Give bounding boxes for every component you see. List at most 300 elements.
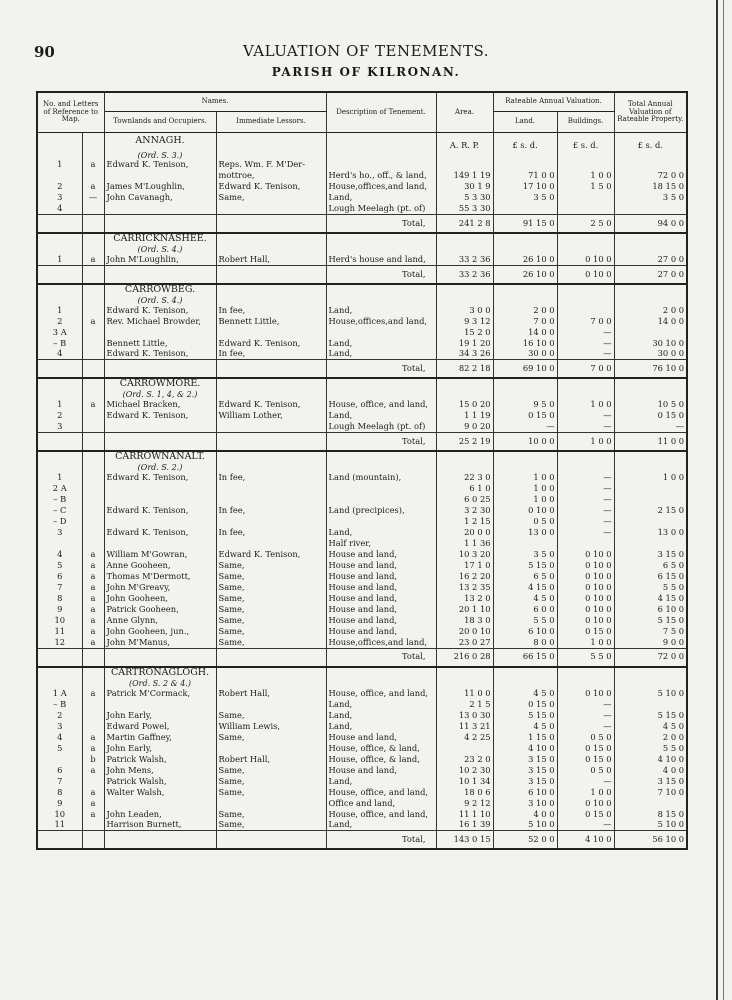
buildings-value: 1 0 0: [557, 637, 614, 648]
buildings-cell: [557, 378, 614, 390]
occupier: [104, 699, 216, 710]
lessor: Same,: [216, 776, 326, 787]
total-value: 18 15 0: [614, 182, 687, 193]
area: 11 0 0: [436, 688, 493, 699]
occupier: Anne Glynn,: [104, 615, 216, 626]
land-cell: [493, 378, 557, 390]
land-value: 6 10 0: [493, 626, 557, 637]
lessor: Same,: [216, 809, 326, 820]
total-buildings: 7 0 0: [557, 360, 614, 379]
total-cell: [614, 233, 687, 245]
map-ref: 3: [37, 721, 82, 732]
lessor-cell: [216, 451, 326, 463]
desc-cell: [326, 151, 436, 160]
total-buildings: 0 10 0: [557, 265, 614, 284]
area: 55 3 30: [436, 204, 493, 215]
lessor: Robert Hall,: [216, 688, 326, 699]
ordnance-sheet: (Ord. S. 4.): [104, 245, 216, 254]
occupier: [104, 327, 216, 338]
occupier: Edward K. Tenison,: [104, 411, 216, 422]
land-value: 16 10 0: [493, 338, 557, 349]
lessor: [216, 494, 326, 505]
land-value: [493, 538, 557, 549]
buildings-value: —: [557, 411, 614, 422]
letter-cell: [82, 296, 104, 305]
total-value: 30 10 0: [614, 338, 687, 349]
letter-cell: [82, 433, 104, 452]
occupier: [104, 204, 216, 215]
map-ref: 10: [37, 809, 82, 820]
total-value: 0 15 0: [614, 411, 687, 422]
col-header-ref: No. and Letters of Reference to Map.: [37, 92, 104, 133]
buildings-value: 1 0 0: [557, 400, 614, 411]
occupier: Walter Walsh,: [104, 787, 216, 798]
lessor: Same,: [216, 732, 326, 743]
section-total-row: [37, 433, 687, 452]
map-letter: a: [82, 688, 104, 699]
total-cell: [614, 667, 687, 679]
lessor: mottroe,: [216, 171, 326, 182]
table-row: [37, 626, 687, 637]
desc-cell: [326, 284, 436, 296]
description: Land,: [326, 776, 436, 787]
description: Lough Meelagh (pt. of): [326, 422, 436, 433]
map-letter: a: [82, 626, 104, 637]
table-row: [37, 538, 687, 549]
ref-cell: [37, 296, 82, 305]
buildings-cell: [557, 296, 614, 305]
buildings-cell: [557, 233, 614, 245]
description: Land (mountain),: [326, 472, 436, 483]
map-ref: 1: [37, 472, 82, 483]
total-valuation: 76 10 0: [614, 360, 687, 379]
townland-name: CARROWMORE.: [104, 378, 216, 390]
area: 5 3 30: [436, 193, 493, 204]
land-value: 3 15 0: [493, 754, 557, 765]
buildings-value: 1 5 0: [557, 182, 614, 193]
total-label: Total,: [326, 265, 436, 284]
total-value: 13 0 0: [614, 527, 687, 538]
area: 6 0 25: [436, 494, 493, 505]
section-heading-row: [37, 133, 687, 151]
total-value: 1 0 0: [614, 472, 687, 483]
buildings-cell: [557, 245, 614, 254]
area: 18 0 6: [436, 787, 493, 798]
occupier: Edward K. Tenison,: [104, 472, 216, 483]
land-value: 0 15 0: [493, 411, 557, 422]
map-letter: a: [82, 182, 104, 193]
area: 11 1 10: [436, 809, 493, 820]
map-letter: [82, 538, 104, 549]
table-row: [37, 483, 687, 494]
letter-cell: [82, 378, 104, 390]
map-ref: 2: [37, 710, 82, 721]
lessor: Same,: [216, 626, 326, 637]
land-value: 4 0 0: [493, 809, 557, 820]
map-ref: 1: [37, 160, 82, 171]
land-value: 5 10 0: [493, 820, 557, 831]
description: Lough Meelagh (pt. of): [326, 204, 436, 215]
lessor-cell: [216, 463, 326, 472]
area: 18 3 0: [436, 615, 493, 626]
land-value: 4 15 0: [493, 582, 557, 593]
map-ref: 4: [37, 549, 82, 560]
occupier: Harrison Burnett,: [104, 820, 216, 831]
buildings-value: 0 15 0: [557, 809, 614, 820]
letter-cell: [82, 648, 104, 667]
table-row: [37, 787, 687, 798]
land-value: 17 10 0: [493, 182, 557, 193]
total-land: 52 0 0: [493, 831, 557, 850]
description: Land,: [326, 721, 436, 732]
description: House, office, and land,: [326, 400, 436, 411]
area: 10 1 34: [436, 776, 493, 787]
table-row: [37, 338, 687, 349]
land-value: 6 5 0: [493, 571, 557, 582]
lessor: [216, 483, 326, 494]
description: Land,: [326, 527, 436, 538]
col-header-land: Land.: [493, 112, 557, 133]
col-header-names: Names.: [104, 92, 326, 112]
description: Land,: [326, 349, 436, 360]
map-letter: a: [82, 400, 104, 411]
lessor-cell: [216, 648, 326, 667]
ledger-body: [37, 133, 687, 850]
land-cell: [493, 390, 557, 399]
total-cell: [614, 390, 687, 399]
buildings-cell: [557, 667, 614, 679]
total-value: 5 10 0: [614, 820, 687, 831]
map-ref: 11: [37, 626, 82, 637]
land-value: 2 0 0: [493, 305, 557, 316]
map-ref: 8: [37, 787, 82, 798]
table-row: [37, 516, 687, 527]
desc-cell: [326, 245, 436, 254]
land-cell: [493, 451, 557, 463]
ref-cell: [37, 648, 82, 667]
description: House, office, & land,: [326, 754, 436, 765]
description: Office and land,: [326, 798, 436, 809]
table-row: [37, 160, 687, 171]
buildings-value: 7 0 0: [557, 316, 614, 327]
map-ref: 10: [37, 615, 82, 626]
table-row: [37, 593, 687, 604]
map-ref: 2: [37, 316, 82, 327]
occupier: [104, 538, 216, 549]
townland-name: CARROWNANALT.: [104, 451, 216, 463]
total-value: 3 15 0: [614, 776, 687, 787]
occupier: Rev. Michael Browder,: [104, 316, 216, 327]
land-value: 9 5 0: [493, 400, 557, 411]
map-letter: [82, 411, 104, 422]
total-buildings: 4 10 0: [557, 831, 614, 850]
land-value: 4 5 0: [493, 721, 557, 732]
description: House and land,: [326, 560, 436, 571]
desc-cell: [326, 667, 436, 679]
desc-cell: [326, 679, 436, 688]
total-cell: [614, 296, 687, 305]
occupier: [104, 494, 216, 505]
buildings-value: 0 10 0: [557, 582, 614, 593]
table-row: [37, 422, 687, 433]
table-row: [37, 732, 687, 743]
lessor: [216, 327, 326, 338]
map-ref: 1: [37, 305, 82, 316]
buildings-value: 0 5 0: [557, 732, 614, 743]
total-area: 82 2 18: [436, 360, 493, 379]
land-cell: [493, 233, 557, 245]
description: Half river,: [326, 538, 436, 549]
table-row: [37, 699, 687, 710]
map-letter: [82, 422, 104, 433]
table-row: [37, 743, 687, 754]
area-cell: [436, 667, 493, 679]
description: House and land,: [326, 549, 436, 560]
buildings-value: —: [557, 721, 614, 732]
total-value: 2 0 0: [614, 305, 687, 316]
area: 30 1 9: [436, 182, 493, 193]
buildings-value: 0 5 0: [557, 765, 614, 776]
area: 22 3 0: [436, 472, 493, 483]
land-value: 6 0 0: [493, 604, 557, 615]
table-row: [37, 582, 687, 593]
buildings-value: 0 10 0: [557, 254, 614, 265]
buildings-cell: [557, 390, 614, 399]
lessor: Same,: [216, 582, 326, 593]
section-heading-row: [37, 378, 687, 390]
description: Land,: [326, 699, 436, 710]
buildings-cell: [557, 151, 614, 160]
lessor: [216, 798, 326, 809]
total-valuation: 27 0 0: [614, 265, 687, 284]
area: 23 0 27: [436, 637, 493, 648]
table-row: [37, 171, 687, 182]
area: 1 2 15: [436, 516, 493, 527]
buildings-cell: [557, 463, 614, 472]
area: 33 2 36: [436, 254, 493, 265]
buildings-value: —: [557, 422, 614, 433]
buildings-value: 0 10 0: [557, 615, 614, 626]
land-value: 14 0 0: [493, 327, 557, 338]
occupier-cell: [104, 360, 216, 379]
section-ord-row: [37, 390, 687, 399]
land-cell: [493, 245, 557, 254]
total-cell: [614, 245, 687, 254]
buildings-value: 0 10 0: [557, 604, 614, 615]
page-number: 90: [34, 43, 55, 61]
parish-title: PARISH OF KILRONAN.: [271, 65, 461, 79]
area: 19 1 20: [436, 338, 493, 349]
description: Land,: [326, 820, 436, 831]
section-total-row: [37, 831, 687, 850]
letter-cell: [82, 679, 104, 688]
map-ref: 11: [37, 820, 82, 831]
area: 6 1 0: [436, 483, 493, 494]
map-ref: 7: [37, 776, 82, 787]
description: [326, 516, 436, 527]
area: 23 2 0: [436, 754, 493, 765]
lessor: Same,: [216, 571, 326, 582]
lessor: William Lewis,: [216, 721, 326, 732]
ref-cell: [37, 284, 82, 296]
lessor-cell: [216, 433, 326, 452]
buildings-value: —: [557, 699, 614, 710]
buildings-value: —: [557, 776, 614, 787]
occupier: Michael Bracken,: [104, 400, 216, 411]
area: 34 3 26: [436, 349, 493, 360]
area: 13 0 30: [436, 710, 493, 721]
table-row: [37, 776, 687, 787]
area: 13 2 0: [436, 593, 493, 604]
description: House,offices,and land,: [326, 316, 436, 327]
buildings-value: 0 10 0: [557, 593, 614, 604]
total-value: [614, 699, 687, 710]
total-cell: [614, 463, 687, 472]
map-ref: 3: [37, 193, 82, 204]
land-value: [493, 204, 557, 215]
lessor: Same,: [216, 593, 326, 604]
map-letter: [82, 483, 104, 494]
description: House and land,: [326, 604, 436, 615]
map-letter: [82, 820, 104, 831]
lessor: In fee,: [216, 527, 326, 538]
ref-cell: [37, 360, 82, 379]
table-row: [37, 204, 687, 215]
section-ord-row: [37, 151, 687, 160]
ref-cell: [37, 831, 82, 850]
total-cell: [614, 451, 687, 463]
table-row: [37, 505, 687, 516]
land-value: 13 0 0: [493, 527, 557, 538]
table-row: [37, 494, 687, 505]
total-valuation: 94 0 0: [614, 215, 687, 234]
area-cell: [436, 296, 493, 305]
description: House,offices,and land,: [326, 182, 436, 193]
ordnance-sheet: (Ord. S. 2 & 4.): [104, 679, 216, 688]
ref-cell: [37, 233, 82, 245]
description: Land (precipices),: [326, 505, 436, 516]
total-valuation: 72 0 0: [614, 648, 687, 667]
total-land: 10 0 0: [493, 433, 557, 452]
total-land: 91 15 0: [493, 215, 557, 234]
lessor-cell: [216, 360, 326, 379]
table-row: [37, 765, 687, 776]
area: [436, 160, 493, 171]
section-heading-row: [37, 667, 687, 679]
occupier: John Cavanagh,: [104, 193, 216, 204]
map-letter: —: [82, 193, 104, 204]
col-header-description: Description of Tenement.: [326, 92, 436, 133]
table-row: [37, 182, 687, 193]
land-value: 71 0 0: [493, 171, 557, 182]
map-ref: 3: [37, 422, 82, 433]
buildings-value: —: [557, 527, 614, 538]
map-letter: a: [82, 254, 104, 265]
map-letter: [82, 516, 104, 527]
description: House and land,: [326, 615, 436, 626]
buildings-value: [557, 160, 614, 171]
buildings-value: 0 10 0: [557, 798, 614, 809]
total-label: Total,: [326, 360, 436, 379]
buildings-value: [557, 538, 614, 549]
area: 3 0 0: [436, 305, 493, 316]
map-letter: a: [82, 798, 104, 809]
buildings-value: 0 15 0: [557, 743, 614, 754]
table-row: [37, 527, 687, 538]
map-letter: [82, 527, 104, 538]
description: Land,: [326, 411, 436, 422]
map-ref: 6: [37, 571, 82, 582]
map-letter: [82, 472, 104, 483]
occupier: Anne Gooheen,: [104, 560, 216, 571]
buildings-value: —: [557, 472, 614, 483]
lessor-cell: [216, 667, 326, 679]
occupier: John M'Greavy,: [104, 582, 216, 593]
table-row: [37, 809, 687, 820]
description: House, office, & land,: [326, 743, 436, 754]
desc-cell: [326, 233, 436, 245]
land-value: 8 0 0: [493, 637, 557, 648]
total-value: [614, 204, 687, 215]
lessor-cell: [216, 378, 326, 390]
occupier: Patrick Gooheen,: [104, 604, 216, 615]
letter-cell: [82, 360, 104, 379]
total-units: £ s. d.: [614, 133, 687, 151]
land-value: 3 15 0: [493, 765, 557, 776]
land-cell: [493, 151, 557, 160]
total-value: 72 0 0: [614, 171, 687, 182]
buildings-value: 0 10 0: [557, 688, 614, 699]
total-value: [614, 538, 687, 549]
total-value: 6 5 0: [614, 560, 687, 571]
area-cell: [436, 245, 493, 254]
lessor-cell: [216, 284, 326, 296]
ordnance-sheet: (Ord. S. 1, 4, & 2.): [104, 390, 216, 399]
desc-cell: [326, 463, 436, 472]
townland-name: ANNAGH.: [104, 133, 216, 151]
description: Land,: [326, 710, 436, 721]
area: 20 0 0: [436, 527, 493, 538]
lessor: [216, 538, 326, 549]
total-value: 27 0 0: [614, 254, 687, 265]
buildings-value: —: [557, 505, 614, 516]
lessor: Edward K. Tenison,: [216, 338, 326, 349]
lessor: [216, 422, 326, 433]
buildings-value: —: [557, 349, 614, 360]
total-value: [614, 327, 687, 338]
map-letter: a: [82, 765, 104, 776]
section-heading-row: [37, 284, 687, 296]
buildings-units: £ s. d.: [557, 133, 614, 151]
lessor: Same,: [216, 604, 326, 615]
map-ref: 4: [37, 732, 82, 743]
map-ref: – C: [37, 505, 82, 516]
table-row: [37, 604, 687, 615]
buildings-value: 0 10 0: [557, 571, 614, 582]
table-row: [37, 549, 687, 560]
occupier: Patrick Walsh,: [104, 776, 216, 787]
total-value: 4 10 0: [614, 754, 687, 765]
map-letter: a: [82, 571, 104, 582]
map-letter: [82, 699, 104, 710]
total-buildings: 2 5 0: [557, 215, 614, 234]
buildings-value: [557, 305, 614, 316]
buildings-value: 1 0 0: [557, 787, 614, 798]
buildings-value: —: [557, 483, 614, 494]
area-cell: [436, 233, 493, 245]
table-row: [37, 820, 687, 831]
table-row: [37, 411, 687, 422]
